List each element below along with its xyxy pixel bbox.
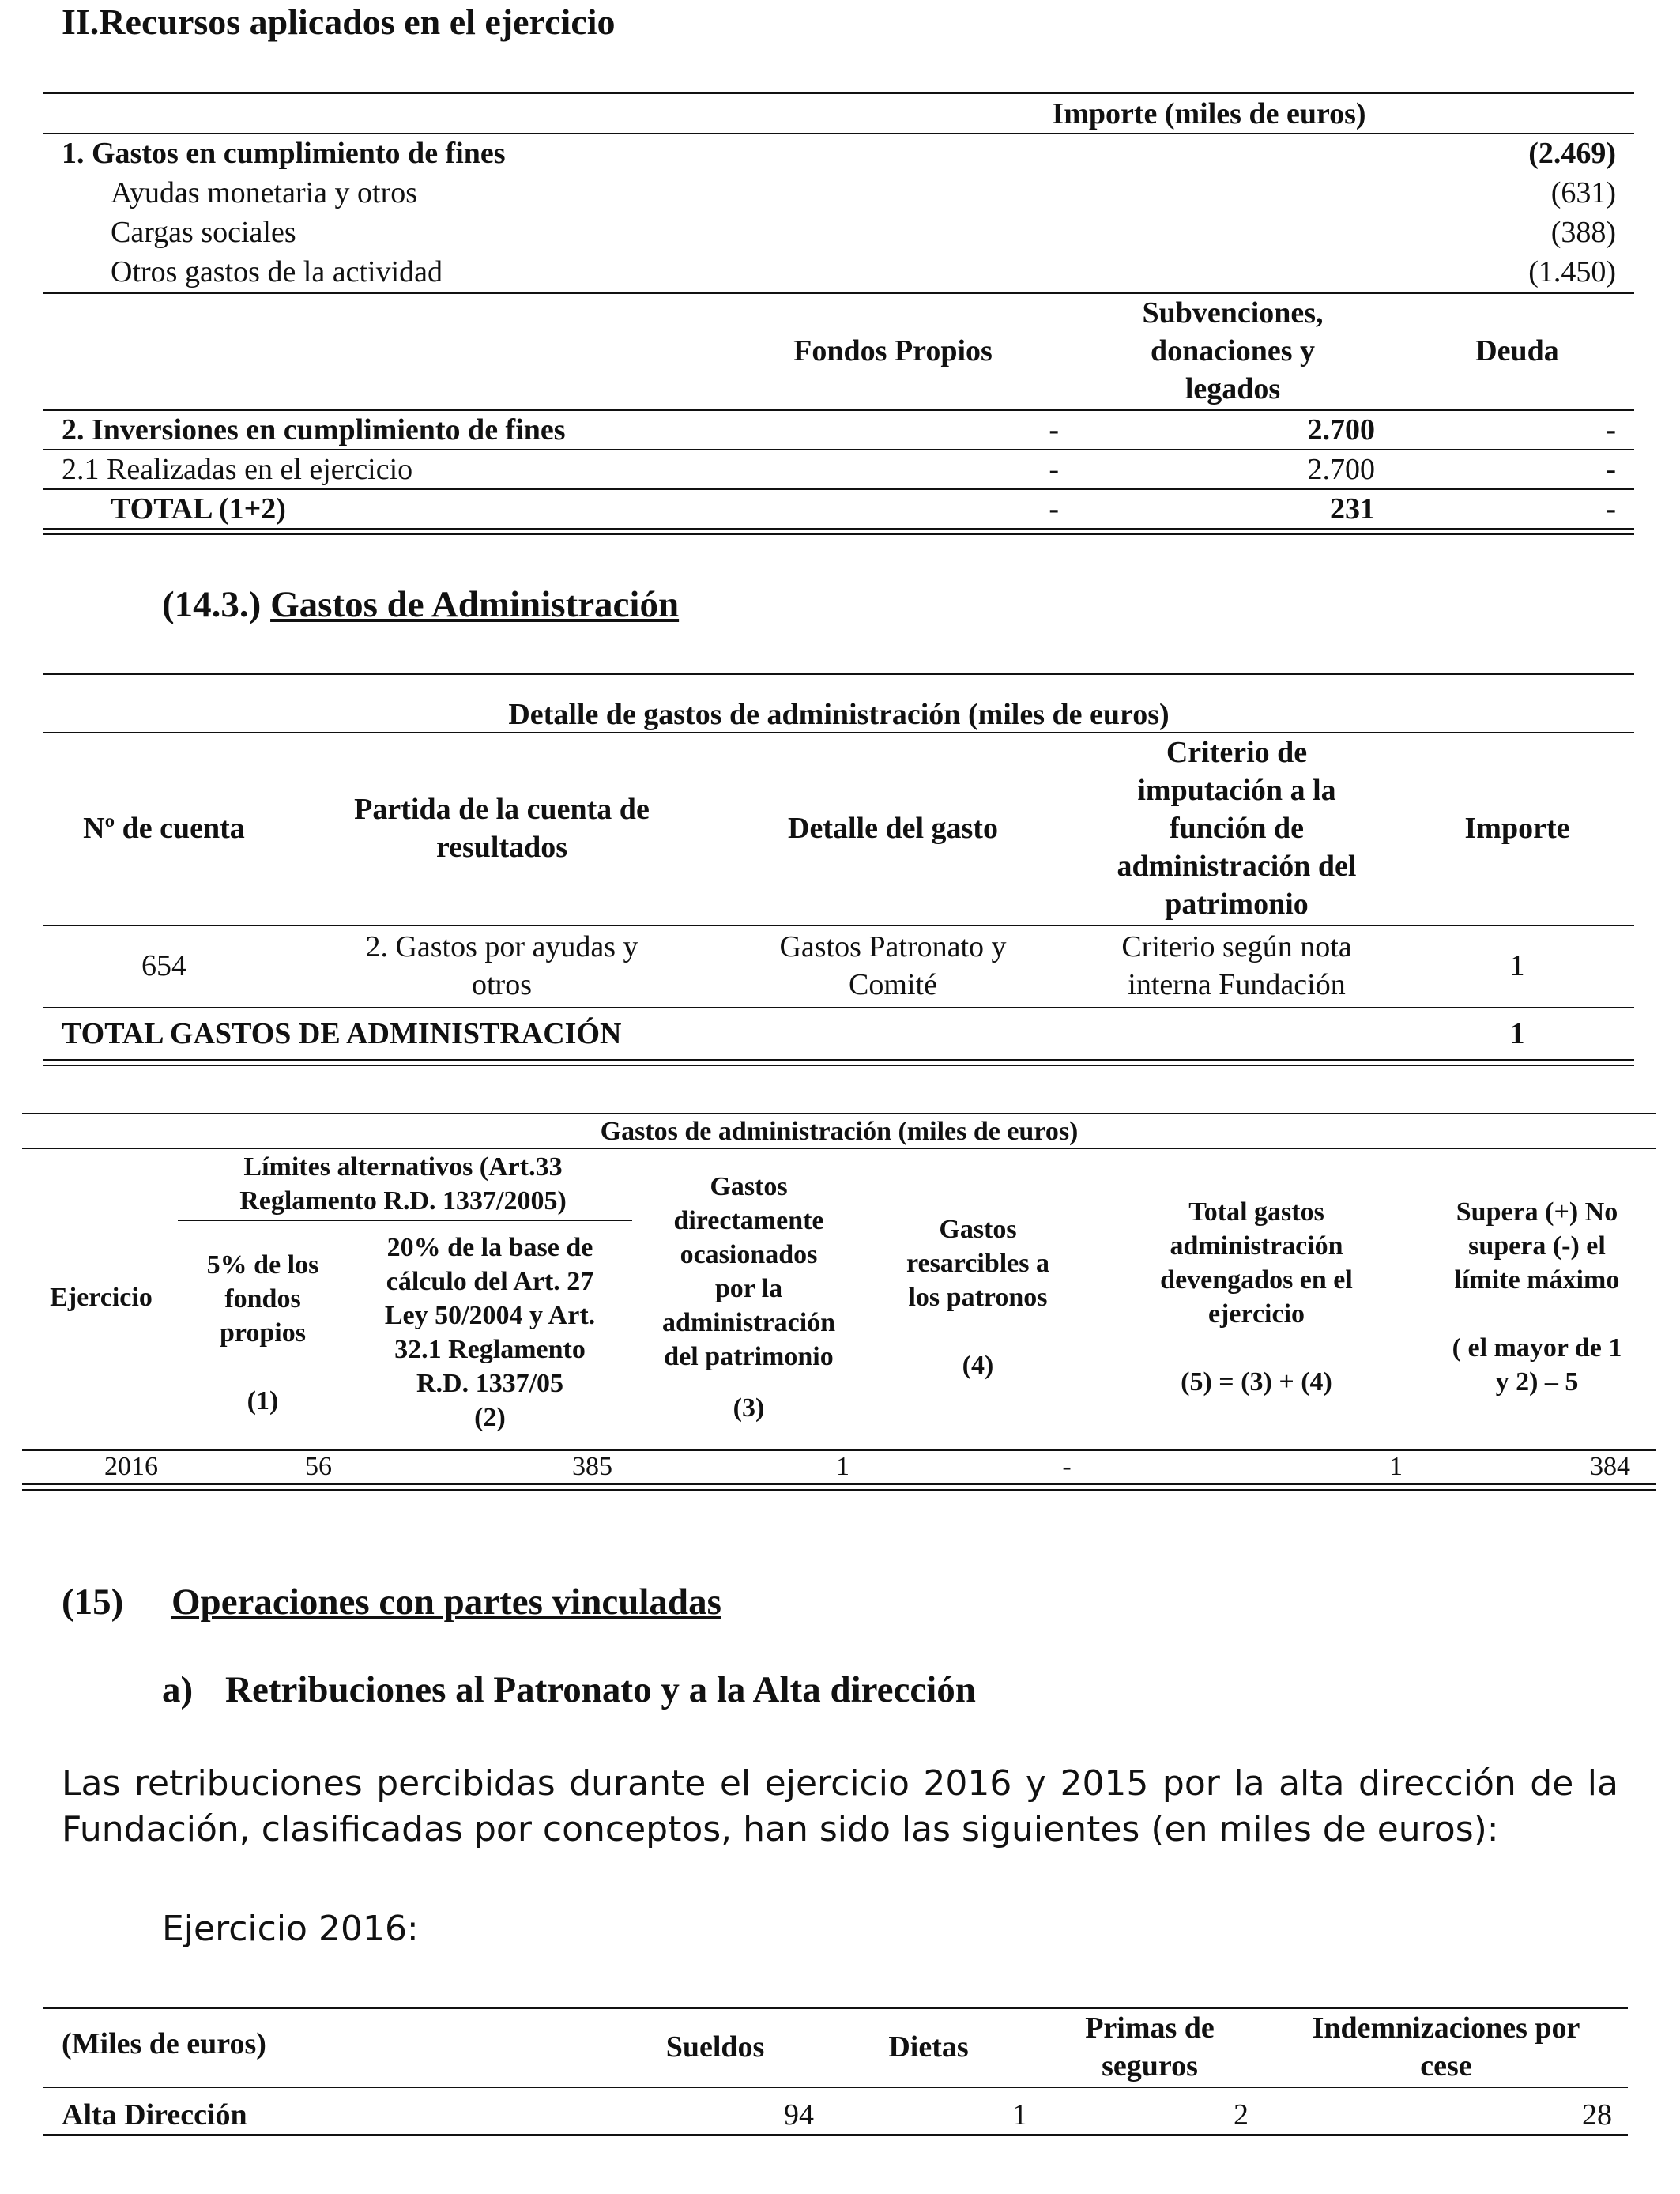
subsection-title: Retribuciones al Patronato y a la Alta dirección bbox=[225, 1669, 976, 1710]
section-heading: (14.3.) Gastos de Administración bbox=[162, 584, 680, 625]
cell-importe: 1 bbox=[1509, 949, 1525, 982]
gastos-item-value: (388) bbox=[1550, 216, 1616, 249]
header-indemnizaciones: Indemnizaciones por cese bbox=[1312, 2011, 1580, 2083]
row-label: Alta Dirección bbox=[62, 2098, 247, 2132]
cell-primas: 2 bbox=[1234, 2098, 1249, 2132]
header-dietas: Dietas bbox=[888, 2030, 969, 2064]
header-col6: Supera (+) No supera (-) el límite máximo ( el mayor de 1 y 2) – 5 bbox=[1452, 1197, 1622, 1397]
header-importe: Importe bbox=[1464, 812, 1570, 845]
header-detalle: Detalle del gasto bbox=[788, 812, 998, 845]
header-cuenta: Nº de cuenta bbox=[83, 812, 245, 845]
gastos-label: 1. Gastos en cumplimiento de fines bbox=[62, 137, 506, 170]
header-ejercicio: Ejercicio bbox=[50, 1282, 153, 1312]
header-label: (Miles de euros) bbox=[62, 2027, 266, 2060]
total-label: TOTAL (1+2) bbox=[111, 492, 286, 526]
header-criterio: Criterio de imputación a la función de administración del patrimonio bbox=[1117, 736, 1357, 921]
section15-num: (15) bbox=[62, 1581, 124, 1623]
cell-col3: 1 bbox=[836, 1452, 849, 1481]
cell-col1: 56 bbox=[305, 1452, 332, 1481]
cell-col6: 384 bbox=[1590, 1452, 1630, 1481]
subsection-letter: a) bbox=[162, 1669, 194, 1710]
section-heading-title: Gastos de Administración bbox=[270, 584, 680, 625]
ejercicio-label: Ejercicio 2016: bbox=[162, 1909, 419, 1949]
header-sueldos: Sueldos bbox=[665, 2030, 765, 2064]
header-fondos: Fondos Propios bbox=[793, 334, 993, 368]
header-limites: Límites alternativos (Art.33 Reglamento R.D. 1337/2005) bbox=[239, 1152, 567, 1216]
importe-header: Importe (miles de euros) bbox=[1052, 97, 1366, 130]
header-col3: Gastos directamente ocasionados por la administración del patrimonio (3) bbox=[661, 1171, 836, 1423]
section-title: II.Recursos aplicados en el ejercicio bbox=[62, 2, 616, 42]
total-admin-value: 1 bbox=[1509, 1017, 1525, 1050]
gastos-item-label: Ayudas monetaria y otros bbox=[111, 176, 418, 209]
gastos-item-label: Otros gastos de la actividad bbox=[111, 255, 443, 288]
table-rule bbox=[43, 92, 1634, 94]
header-col2: 20% de la base de cálculo del Art. 27 Ley 50/2004 y Art. 32.1 Reglamento R.D. 1337/05 (2) bbox=[384, 1233, 596, 1432]
total-admin-label: TOTAL GASTOS DE ADMINISTRACIÓN bbox=[62, 1017, 622, 1050]
cell-indemnizaciones: 28 bbox=[1582, 2098, 1612, 2132]
row-subv: 2.700 bbox=[1307, 413, 1375, 447]
table-double-rule bbox=[43, 528, 1634, 535]
cell-partida: 2. Gastos por ayudas y otros bbox=[365, 930, 638, 1001]
cell-col2: 385 bbox=[572, 1452, 612, 1481]
table-rule bbox=[22, 1148, 1656, 1149]
total-subv: 231 bbox=[1330, 492, 1375, 526]
table-rule bbox=[43, 2087, 1628, 2088]
section15-title: Operaciones con partes vinculadas bbox=[171, 1581, 721, 1623]
header-col1: 5% de los fondos propios (1) bbox=[206, 1250, 319, 1416]
table-double-rule bbox=[43, 1059, 1634, 1066]
header-col4: Gastos resarcibles a los patronos (4) bbox=[906, 1214, 1049, 1380]
row-label: 2.1 Realizadas en el ejercicio bbox=[62, 453, 413, 486]
header-deuda: Deuda bbox=[1475, 334, 1559, 368]
cell-col5: 1 bbox=[1389, 1452, 1403, 1481]
header-partida: Partida de la cuenta de resultados bbox=[354, 793, 650, 864]
gastos-item-value: (1.450) bbox=[1528, 255, 1616, 288]
row-fondos: - bbox=[1049, 453, 1059, 486]
header-primas: Primas de seguros bbox=[1085, 2011, 1215, 2083]
total-deuda: - bbox=[1606, 492, 1616, 526]
cell-col4: - bbox=[1062, 1452, 1072, 1481]
row-deuda: - bbox=[1606, 413, 1616, 447]
cell-cuenta: 654 bbox=[141, 949, 186, 982]
row-fondos: - bbox=[1049, 413, 1059, 447]
header-col5: Total gastos administración devengados en el ejercicio (5) = (3) + (4) bbox=[1160, 1197, 1353, 1397]
cell-sueldos: 94 bbox=[784, 2098, 814, 2132]
cell-ejercicio: 2016 bbox=[104, 1452, 158, 1481]
cell-detalle: Gastos Patronato y Comité bbox=[779, 930, 1007, 1001]
table-rule bbox=[43, 1007, 1634, 1008]
row-label: 2. Inversiones en cumplimiento de fines bbox=[62, 413, 566, 447]
paragraph: Las retribuciones percibidas durante el ejercicio 2016 y 2015 por la alta dirección de la Fundación, clasificadas por conceptos, han sido las siguientes (en miles de euros): bbox=[62, 1763, 1618, 1849]
table-rule bbox=[43, 673, 1634, 675]
row-deuda: - bbox=[1606, 453, 1616, 486]
table-rule bbox=[43, 2134, 1628, 2136]
gastos-item-value: (631) bbox=[1550, 176, 1616, 209]
table-caption: Gastos de administración (miles de euros) bbox=[600, 1117, 1079, 1146]
table-double-rule bbox=[22, 1483, 1656, 1491]
row-subv: 2.700 bbox=[1307, 453, 1375, 486]
gastos-value: (2.469) bbox=[1528, 137, 1616, 170]
table-caption: Detalle de gastos de administración (miles de euros) bbox=[508, 698, 1170, 731]
gastos-item-label: Cargas sociales bbox=[111, 216, 296, 249]
cell-dietas: 1 bbox=[1012, 2098, 1027, 2132]
total-fondos: - bbox=[1049, 492, 1059, 526]
table-rule bbox=[43, 292, 1634, 294]
cell-criterio: Criterio según nota interna Fundación bbox=[1121, 930, 1352, 1001]
header-subvenciones: Subvenciones, donaciones y legados bbox=[1142, 296, 1324, 405]
